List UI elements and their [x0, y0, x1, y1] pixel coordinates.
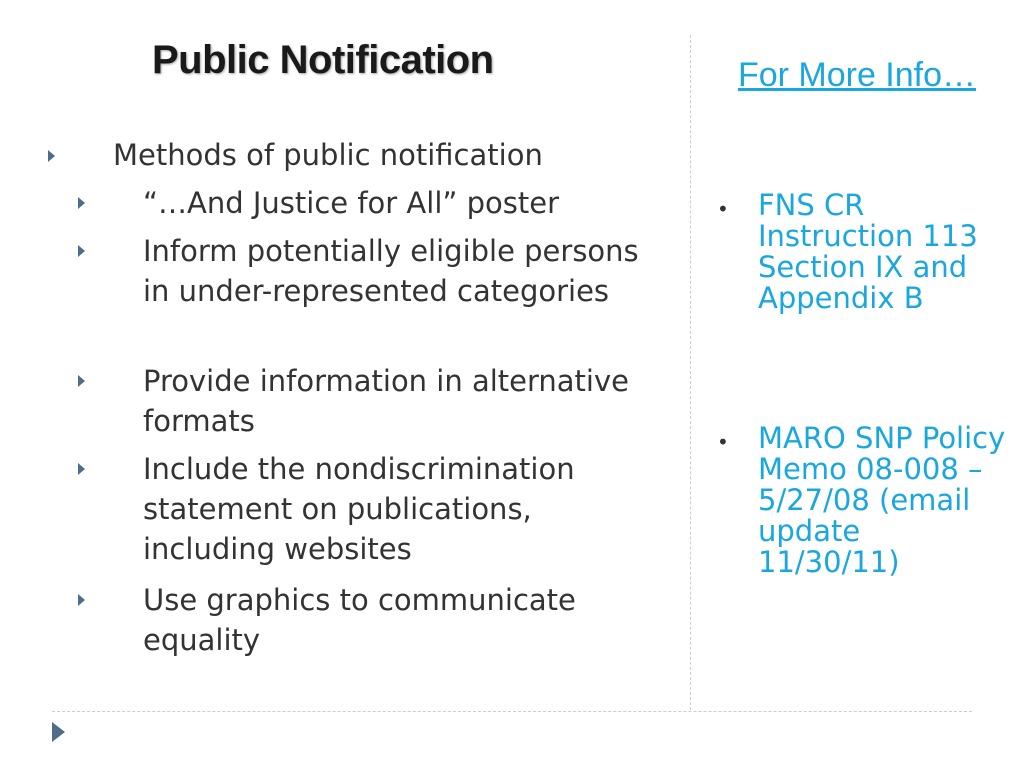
triangle-bullet-icon [78, 463, 85, 475]
sub-bullet-4: Include the nondiscrimination statement on publications, including websites [143, 452, 575, 566]
sub-bullet-5: Use graphics to communicate equality [143, 583, 576, 657]
triangle-bullet-icon [78, 197, 85, 209]
dot-bullet-icon: • [717, 430, 729, 454]
triangle-bullet-icon [78, 375, 85, 387]
sub-bullet-3: Provide information in alternative formats [143, 364, 629, 438]
vertical-divider [690, 35, 691, 710]
triangle-bullet-icon [78, 594, 85, 606]
horizontal-divider [52, 711, 972, 712]
reference-maro-snp-memo: MARO SNP Policy Memo 08-008 – 5/27/08 (email update 11/30/11) [758, 421, 1006, 579]
dot-bullet-icon: • [717, 197, 729, 221]
triangle-bullet-icon [48, 150, 55, 162]
for-more-info-link[interactable]: For More Info… [737, 56, 977, 94]
sub-bullet-2: Inform potentially eligible persons in under-represented categories [143, 234, 639, 308]
slide-title: Public Notification [152, 38, 494, 82]
corner-triangle-icon [52, 722, 65, 742]
reference-fns-cr-instruction: FNS CR Instruction 113 Section IX and Appendix B [758, 188, 978, 315]
triangle-bullet-icon [78, 245, 85, 257]
main-bullet-heading: Methods of public notification [113, 138, 543, 172]
sub-bullet-1: “…And Justice for All” poster [143, 186, 560, 220]
